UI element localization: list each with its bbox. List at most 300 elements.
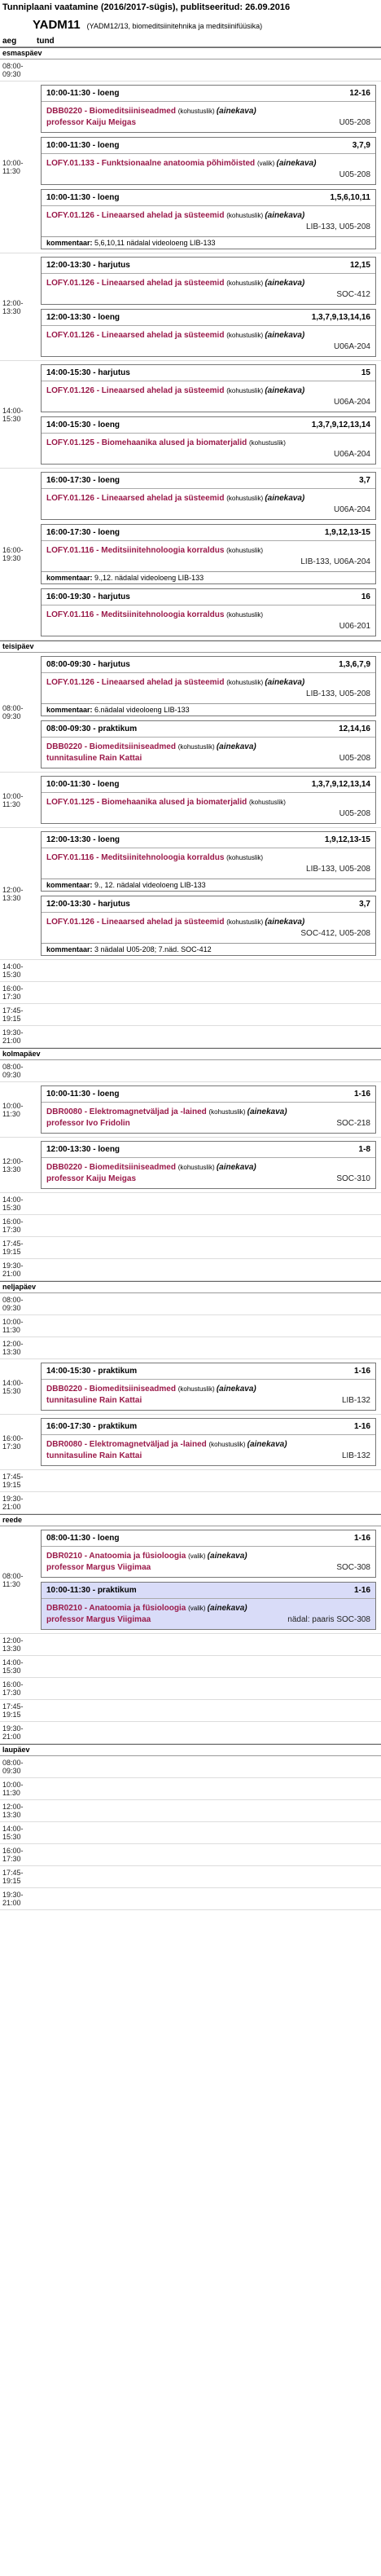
room-label — [287, 1615, 370, 1624]
event-card[interactable] — [41, 257, 376, 305]
course-type-note: (kohustuslik) — [248, 439, 286, 447]
course-type-note: (kohustuslik) — [226, 495, 265, 502]
time-row — [0, 1215, 381, 1237]
teacher-room-line — [46, 222, 370, 231]
empty-slot — [37, 1722, 381, 1743]
event-time-type: 10:00-11:30 - loeng — [46, 141, 120, 150]
event-weeks: 1,3,7,9,12,13,14 — [311, 780, 370, 789]
time-slot-label: 12:00- 13:30 — [2, 885, 24, 902]
empty-slot — [37, 1492, 381, 1513]
course-line — [46, 1107, 370, 1116]
time-slot-label: 14:00- 15:30 — [2, 1825, 24, 1841]
time-slot-label: 19:30- 21:00 — [2, 1262, 24, 1278]
event-card[interactable] — [41, 1085, 376, 1134]
event-card[interactable] — [41, 1530, 376, 1578]
course-type-note: (kohustuslik) — [177, 108, 217, 115]
course-type-note: (kohustuslik) — [248, 799, 286, 806]
event-card[interactable] — [41, 588, 376, 636]
course-plan-label: (ainekava) — [265, 279, 305, 288]
room-label — [342, 1451, 370, 1460]
time-row — [0, 653, 381, 773]
event-card[interactable] — [41, 656, 376, 716]
event-body — [42, 541, 375, 571]
comment-bar — [42, 571, 375, 583]
event-header — [42, 525, 375, 541]
event-body — [42, 913, 375, 943]
course-plan-label: (ainekava) — [216, 1163, 256, 1172]
event-card[interactable] — [41, 1141, 376, 1189]
event-header — [42, 721, 375, 738]
teacher-room-line — [46, 1615, 370, 1624]
room-label — [300, 557, 370, 566]
comment-text: 3 nädalal U05-208; 7.näd. SOC-412 — [94, 945, 212, 953]
day-title: teisipäev — [0, 641, 381, 653]
comment-bar — [42, 943, 375, 955]
event-time-type: 16:00-17:30 - loeng — [46, 476, 120, 485]
comment-text: 5,6,10,11 nädalal videoloeng LIB-133 — [94, 239, 216, 247]
teacher-room-line — [46, 342, 370, 351]
event-time-type: 08:00-11:30 - loeng — [46, 1534, 120, 1543]
event-header — [42, 1142, 375, 1158]
course-plan-label: (ainekava) — [207, 1604, 247, 1613]
event-body — [42, 1103, 375, 1133]
event-card[interactable] — [41, 1363, 376, 1411]
time-slot-label: 16:00- 17:30 — [2, 1218, 24, 1234]
room-label — [336, 1563, 370, 1572]
time-row — [0, 1359, 381, 1415]
course-line — [46, 678, 370, 687]
room-label — [300, 929, 370, 938]
room-name: SOC-310 — [336, 1174, 370, 1183]
comment-text: 9.,12. nädalal videoloeng LIB-133 — [94, 574, 204, 582]
event-card[interactable] — [41, 896, 376, 956]
course-link[interactable]: LOFY.01.126 - Lineaarsed ahelad ja süsteemid — [46, 918, 227, 927]
empty-slot — [37, 1800, 381, 1821]
teacher-room-line — [46, 505, 370, 514]
time-row — [0, 469, 381, 641]
course-plan-label: (ainekava) — [247, 1440, 287, 1449]
course-link[interactable]: DBR0210 - Anatoomia ja füsioloogia — [46, 1604, 189, 1613]
event-time-type: 10:00-11:30 - loeng — [46, 780, 120, 789]
time-slot-label: 14:00- 15:30 — [2, 406, 24, 423]
event-header — [42, 896, 375, 913]
event-time-type: 12:00-13:30 - loeng — [46, 313, 120, 322]
course-link[interactable]: LOFY.01.125 - Biomehaanika alused ja biomaterjalid — [46, 798, 249, 807]
teacher-name[interactable]: tunnitasuline Rain Kattai — [46, 754, 142, 763]
room-name: U05-208 — [339, 170, 370, 179]
teacher-room-line — [46, 1451, 370, 1460]
room-label — [339, 754, 370, 763]
course-line — [46, 107, 370, 116]
event-header — [42, 258, 375, 274]
event-body — [42, 102, 375, 132]
time-row — [0, 1866, 381, 1888]
course-plan-label: (ainekava) — [247, 1107, 287, 1116]
day-title: reede — [0, 1515, 381, 1526]
event-body — [42, 848, 375, 878]
time-slot-label: 19:30- 21:00 — [2, 1028, 24, 1045]
course-type-note: (kohustuslik) — [208, 1441, 247, 1448]
room-name: U05-208 — [339, 754, 370, 763]
empty-slot — [37, 1844, 381, 1865]
event-body — [42, 738, 375, 768]
event-header — [42, 777, 375, 793]
course-link[interactable]: DBR0210 - Anatoomia ja füsioloogia — [46, 1552, 189, 1561]
event-card[interactable] — [41, 416, 376, 465]
course-link[interactable]: DBB0220 - Biomeditsiiniseadmed — [46, 107, 178, 116]
time-slot-label: 16:00- 17:30 — [2, 984, 24, 1001]
teacher-name[interactable]: professor Kaiju Meigas — [46, 118, 137, 127]
event-slot — [37, 81, 381, 253]
room-name: SOC-308 — [336, 1563, 370, 1572]
event-slot — [37, 773, 381, 827]
empty-slot — [37, 1678, 381, 1699]
comment-label: kommentaar: — [46, 706, 95, 714]
course-line — [46, 211, 370, 220]
room-label — [336, 1119, 370, 1128]
room-name: SOC-218 — [336, 1119, 370, 1128]
course-link[interactable]: LOFY.01.126 - Lineaarsed ahelad ja süsteemid — [46, 279, 227, 288]
comment-label: kommentaar: — [46, 881, 95, 889]
room-label — [334, 398, 370, 407]
event-card[interactable] — [41, 1582, 376, 1630]
time-row — [0, 1315, 381, 1337]
course-type-note: (kohustuslik) — [177, 1385, 217, 1393]
event-time-type: 12:00-13:30 - harjutus — [46, 900, 130, 909]
course-link[interactable]: LOFY.01.126 - Lineaarsed ahelad ja süsteemid — [46, 331, 227, 340]
course-link[interactable]: LOFY.01.126 - Lineaarsed ahelad ja süsteemid — [46, 386, 227, 395]
course-plan-label: (ainekava) — [265, 211, 305, 220]
time-slot-label: 14:00- 15:30 — [2, 1196, 24, 1212]
course-link[interactable]: LOFY.01.126 - Lineaarsed ahelad ja süsteemid — [46, 494, 227, 503]
day-section — [0, 1048, 381, 1281]
course-plan-label: (ainekava) — [207, 1552, 247, 1561]
event-slot — [37, 828, 381, 959]
course-type-note: (kohustuslik) — [177, 743, 217, 751]
room-label — [334, 505, 370, 514]
course-link[interactable]: DBB0220 - Biomeditsiiniseadmed — [46, 1163, 178, 1172]
event-slot — [37, 653, 381, 772]
empty-slot — [37, 1026, 381, 1047]
course-plan-label: (ainekava) — [265, 386, 305, 395]
course-plan-label: (ainekava) — [265, 331, 305, 340]
event-weeks: 1,9,12,13-15 — [324, 528, 370, 537]
room-name: LIB-132 — [341, 1396, 370, 1405]
course-link[interactable]: LOFY.01.116 - Meditsiinitehnoloogia korraldus — [46, 853, 227, 862]
course-link[interactable]: DBR0080 - Elektromagnetväljad ja -lained — [46, 1440, 209, 1449]
day-title: kolmapäev — [0, 1049, 381, 1060]
day-section — [0, 1514, 381, 1744]
event-body — [42, 793, 375, 823]
teacher-room-line — [46, 809, 370, 818]
event-time-type: 14:00-15:30 - loeng — [46, 421, 120, 429]
time-row — [0, 1526, 381, 1634]
time-row — [0, 1082, 381, 1138]
course-type-note: (kohustuslik) — [226, 679, 265, 686]
time-slot-label: 10:00- 11:30 — [2, 791, 24, 808]
time-row — [0, 1634, 381, 1656]
event-body — [42, 1599, 375, 1629]
comment-label: kommentaar: — [46, 945, 95, 953]
room-label — [339, 118, 370, 127]
empty-slot — [37, 982, 381, 1003]
room-name: LIB-133, U05-208 — [306, 689, 370, 698]
event-slot — [37, 1526, 381, 1633]
event-card[interactable] — [41, 524, 376, 584]
room-name: U05-208 — [339, 809, 370, 818]
course-line — [46, 1552, 370, 1561]
room-name: U06A-204 — [333, 342, 370, 351]
event-time-type: 12:00-13:30 - loeng — [46, 835, 120, 844]
comment-text: 9., 12. nädalal videoloeng LIB-133 — [94, 881, 206, 889]
event-time-type: 10:00-11:30 - loeng — [46, 193, 120, 202]
course-link[interactable]: DBB0220 - Biomeditsiiniseadmed — [46, 742, 178, 751]
empty-slot — [37, 1337, 381, 1358]
empty-slot — [37, 1315, 381, 1336]
course-type-note: (kohustuslik) — [208, 1108, 247, 1116]
course-type-note: (valik) — [188, 1605, 208, 1612]
empty-slot — [37, 1778, 381, 1799]
event-weeks: 15 — [361, 368, 370, 377]
event-slot — [37, 1138, 381, 1192]
course-line — [46, 1604, 370, 1613]
event-weeks: 1-16 — [353, 1090, 370, 1099]
schedule — [0, 47, 381, 1910]
comment-bar — [42, 703, 375, 716]
event-card[interactable] — [41, 472, 376, 520]
course-type-note: (kohustuslik) — [226, 918, 265, 926]
course-line — [46, 438, 370, 447]
course-line — [46, 331, 370, 340]
teacher-name[interactable]: tunnitasuline Rain Kattai — [46, 1396, 142, 1405]
group-header — [0, 15, 381, 36]
group-description: (YADM12/13, biomeditsiinitehnika ja meditsiinifüüsika) — [86, 22, 263, 30]
time-row — [0, 982, 381, 1004]
empty-slot — [37, 1822, 381, 1843]
day-section — [0, 1281, 381, 1514]
empty-slot — [37, 1293, 381, 1314]
time-slot-label: 08:00- 09:30 — [2, 1063, 24, 1079]
course-link[interactable]: LOFY.01.133 - Funktsionaalne anatoomia põhimõisted — [46, 159, 257, 168]
course-line — [46, 386, 370, 395]
comment-text: 6.nädalal videoloeng LIB-133 — [94, 706, 190, 714]
event-weeks: 12,14,16 — [339, 724, 370, 733]
event-card[interactable] — [41, 1418, 376, 1466]
time-slot-label: 12:00- 13:30 — [2, 1340, 24, 1356]
course-type-note: (valik) — [188, 1552, 208, 1560]
course-line — [46, 918, 370, 927]
event-slot — [37, 1359, 381, 1414]
teacher-name[interactable]: tunnitasuline Rain Kattai — [46, 1451, 142, 1460]
teacher-name[interactable]: professor Kaiju Meigas — [46, 1174, 137, 1183]
empty-slot — [37, 1656, 381, 1677]
day-title: esmaspäev — [0, 48, 381, 59]
course-link[interactable]: LOFY.01.116 - Meditsiinitehnoloogia korraldus — [46, 546, 227, 555]
course-link[interactable]: LOFY.01.125 - Biomehaanika alused ja biomaterjalid — [46, 438, 249, 447]
time-slot-label: 17:45- 19:15 — [2, 1473, 24, 1489]
course-link[interactable]: DBB0220 - Biomeditsiiniseadmed — [46, 1385, 178, 1394]
course-type-note: (kohustuslik) — [226, 547, 264, 554]
column-week: aeg — [2, 37, 17, 46]
time-row — [0, 1259, 381, 1281]
event-card[interactable] — [41, 85, 376, 133]
course-line — [46, 798, 370, 807]
event-header — [42, 473, 375, 489]
event-slot — [37, 361, 381, 468]
time-row — [0, 1800, 381, 1822]
event-weeks: 1-8 — [358, 1145, 370, 1154]
event-time-type: 14:00-15:30 - praktikum — [46, 1367, 138, 1376]
time-slot-label: 12:00- 13:30 — [2, 298, 24, 315]
event-body — [42, 274, 375, 304]
event-body — [42, 326, 375, 356]
teacher-room-line — [46, 118, 370, 127]
time-slot-label: 17:45- 19:15 — [2, 1702, 24, 1719]
event-card[interactable] — [41, 776, 376, 824]
event-header — [42, 86, 375, 102]
time-row — [0, 1138, 381, 1193]
event-weeks: 16 — [361, 592, 370, 601]
event-slot — [37, 469, 381, 640]
day-section — [0, 641, 381, 1048]
time-slot-label: 08:00- 09:30 — [2, 1296, 24, 1312]
empty-slot — [37, 1237, 381, 1258]
room-label — [339, 170, 370, 179]
time-row — [0, 1237, 381, 1259]
room-name: SOC-412, U05-208 — [300, 929, 370, 938]
comment-bar — [42, 878, 375, 891]
course-type-note: (kohustuslik) — [226, 611, 264, 619]
event-body — [42, 434, 375, 464]
time-row — [0, 1700, 381, 1722]
event-time-type: 08:00-09:30 - praktikum — [46, 724, 138, 733]
course-line — [46, 546, 370, 555]
time-slot-label: 08:00- 09:30 — [2, 1759, 24, 1775]
event-card[interactable] — [41, 720, 376, 768]
event-body — [42, 1547, 375, 1577]
room-name: SOC-308 — [336, 1615, 370, 1624]
course-line — [46, 279, 370, 288]
teacher-name[interactable]: professor Margus Viigimaa — [46, 1563, 151, 1572]
event-card[interactable] — [41, 189, 376, 249]
time-row — [0, 81, 381, 253]
event-time-type: 16:00-19:30 - harjutus — [46, 592, 130, 601]
event-time-type: 10:00-11:30 - loeng — [46, 89, 120, 98]
empty-slot — [37, 1060, 381, 1081]
event-card[interactable] — [41, 137, 376, 185]
course-line — [46, 742, 370, 751]
time-row — [0, 1470, 381, 1492]
time-row — [0, 59, 381, 81]
page-title: Tunniplaani vaatamine (2016/2017-sügis), publitseeritud: 26.09.2016 — [2, 2, 291, 12]
event-card[interactable] — [41, 309, 376, 357]
course-plan-label: (ainekava) — [265, 918, 305, 927]
room-name: U06-201 — [339, 622, 370, 631]
time-slot-label: 08:00- 11:30 — [2, 1571, 24, 1588]
time-row — [0, 1193, 381, 1215]
event-card[interactable] — [41, 364, 376, 412]
room-name: U06A-204 — [333, 450, 370, 459]
event-weeks: 3,7 — [359, 900, 370, 909]
day-section — [0, 1744, 381, 1910]
empty-slot — [37, 59, 381, 81]
room-label — [336, 290, 370, 299]
empty-slot — [37, 1756, 381, 1777]
time-slot-label: 12:00- 13:30 — [2, 1156, 24, 1174]
time-slot-label: 10:00- 11:30 — [2, 1318, 24, 1334]
teacher-name[interactable]: professor Margus Viigimaa — [46, 1615, 151, 1624]
room-name: U06A-204 — [333, 398, 370, 407]
teacher-room-line — [46, 557, 370, 566]
room-label — [334, 342, 370, 351]
empty-slot — [37, 1866, 381, 1887]
course-line — [46, 1440, 370, 1449]
event-weeks: 12-16 — [349, 89, 370, 98]
event-header — [42, 1419, 375, 1435]
group-code: YADM11 — [33, 18, 81, 32]
empty-slot — [37, 1470, 381, 1491]
teacher-room-line — [46, 290, 370, 299]
event-body — [42, 673, 375, 703]
event-weeks: 1-16 — [353, 1367, 370, 1376]
room-name: LIB-133, U05-208 — [306, 865, 370, 874]
course-link[interactable]: DBR0080 - Elektromagnetväljad ja -lained — [46, 1107, 209, 1116]
time-slot-label: 14:00- 15:30 — [2, 1378, 24, 1395]
event-weeks: 1-16 — [353, 1422, 370, 1431]
teacher-room-line — [46, 865, 370, 874]
time-row — [0, 1678, 381, 1700]
event-card[interactable] — [41, 831, 376, 892]
teacher-room-line — [46, 1396, 370, 1405]
course-line — [46, 1163, 370, 1172]
empty-slot — [37, 1700, 381, 1721]
teacher-room-line — [46, 450, 370, 459]
room-label — [306, 865, 370, 874]
event-header — [42, 417, 375, 434]
time-slot-label: 12:00- 13:30 — [2, 1636, 24, 1653]
event-header — [42, 138, 375, 154]
teacher-name[interactable]: professor Ivo Fridolin — [46, 1119, 130, 1128]
empty-slot — [37, 1193, 381, 1214]
room-name: SOC-412 — [336, 290, 370, 299]
day-section — [0, 47, 381, 641]
room-label — [342, 1396, 370, 1405]
event-header — [42, 832, 375, 848]
event-slot — [37, 253, 381, 360]
teacher-room-line — [46, 1119, 370, 1128]
comment-bar — [42, 236, 375, 249]
event-time-type: 10:00-11:30 - loeng — [46, 1090, 120, 1099]
course-type-note: (kohustuslik) — [226, 332, 265, 339]
time-row — [0, 828, 381, 960]
time-slot-label: 17:45- 19:15 — [2, 1006, 24, 1023]
course-link[interactable]: LOFY.01.126 - Lineaarsed ahelad ja süsteemid — [46, 211, 227, 220]
event-body — [42, 1380, 375, 1410]
empty-slot — [37, 1634, 381, 1655]
day-title: neljapäev — [0, 1282, 381, 1293]
time-row — [0, 1888, 381, 1910]
course-link[interactable]: LOFY.01.116 - Meditsiinitehnoloogia korraldus — [46, 610, 227, 619]
time-slot-label: 10:00- 11:30 — [2, 159, 24, 175]
course-plan-label: (ainekava) — [276, 159, 317, 168]
event-time-type: 12:00-13:30 - harjutus — [46, 261, 130, 270]
course-link[interactable]: LOFY.01.126 - Lineaarsed ahelad ja süsteemid — [46, 678, 227, 687]
time-slot-label: 19:30- 21:00 — [2, 1495, 24, 1511]
time-row — [0, 1656, 381, 1678]
event-weeks: 1,3,6,7,9 — [339, 660, 370, 669]
event-time-type: 08:00-09:30 - harjutus — [46, 660, 130, 669]
course-type-note: (kohustuslik) — [226, 212, 265, 219]
